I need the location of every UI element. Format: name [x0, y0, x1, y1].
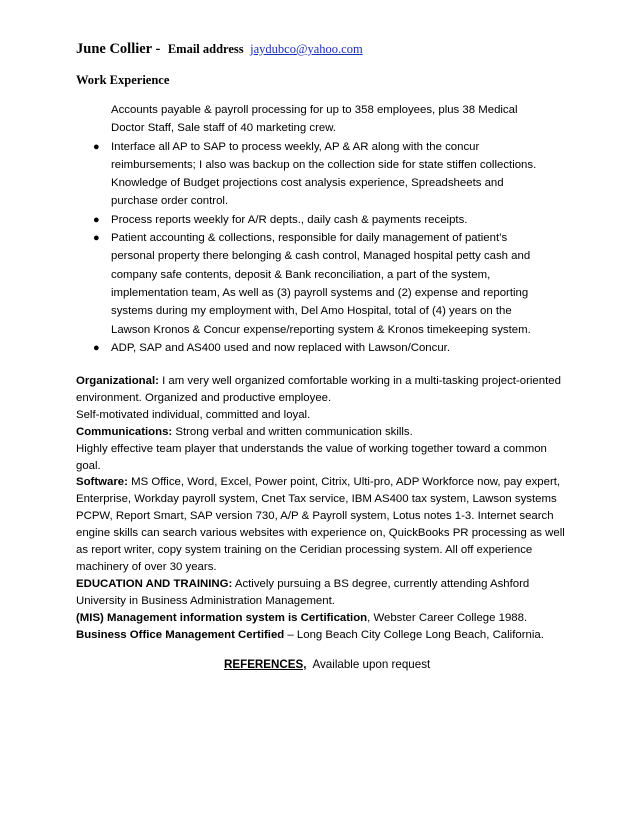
email-link[interactable]: jaydubco@yahoo.com: [250, 42, 363, 56]
software-paragraph: Software: MS Office, Word, Excel, Power point, Citrix, Ulti-pro, ADP Workforce now, pay expert, Enterprise, Workday payroll system, Cnet Tax service, IBM AS400 tax system, Lawson systems PCPW, Report Smart, SAP version 730, A/P & Payroll system, Lotus notes 1-3. Internet search engine skills can search various websites with experience on, QuickBooks PR processing as well as report writer, copy system training on the Ceridian processing system. All off experience machinery of over 30 years.: [76, 476, 565, 573]
references-note: Available upon request: [312, 658, 431, 671]
mis-certification: (MIS) Management information system is Certification, Webster Career College 1988.: [76, 611, 528, 624]
list-item: ● Interface all AP to SAP to process weekly, AP & AR along with the concur reimbursements; I also was backup on the collection side for state stiffen collections. Knowledge of Budget projections cost analysis experience, Spreadsheets and purchase order control.: [111, 138, 551, 211]
work-intro: Accounts payable & payroll processing for up to 358 employees, plus 38 Medical Doctor Staff, Sale staff of 40 marketing crew.: [111, 104, 518, 135]
organizational-paragraph: Organizational: I am very well organized comfortable working in a multi-tasking project-oriented environment. Organized and productive employee.: [76, 375, 561, 404]
work-experience-section: [93, 101, 551, 357]
communications-paragraph: Communications: Strong verbal and written communication skills.: [76, 425, 413, 438]
list-item: ● Process reports weekly for A/R depts., daily cash & payments receipts.: [111, 211, 551, 229]
list-item: ● ADP, SAP and AS400 used and now replaced with Lawson/Concur.: [111, 339, 551, 357]
bullet-icon: ●: [93, 232, 100, 245]
skills-section: [76, 373, 566, 644]
bullet-icon: ●: [93, 213, 100, 226]
email-label: Email address: [167, 42, 244, 56]
business-office-certification: Business Office Management Certified – Long Beach City College Long Beach, California.: [76, 628, 544, 641]
work-experience-heading: Work Experience: [76, 73, 170, 87]
team-player-paragraph: Highly effective team player that understands the value of working together toward a common goal.: [76, 442, 547, 472]
self-motivated-line: Self-motivated individual, committed and loyal.: [76, 408, 311, 421]
bullet-icon: ●: [93, 341, 100, 354]
references-line: [224, 658, 430, 671]
references-heading: REFERENCES,: [224, 658, 307, 671]
bullet-icon: ●: [93, 140, 100, 153]
education-paragraph: EDUCATION AND TRAINING: Actively pursuing a BS degree, currently attending Ashford University in Business Administration Management.: [76, 577, 530, 607]
header: [76, 41, 363, 58]
applicant-name: June Collier -: [76, 41, 161, 57]
list-item: ● Patient accounting & collections, responsible for daily management of patient’s personal property there belonging & cash control, Managed hospital petty cash and company safe contents, deposit & Bank reconciliation, a part of the system, implementation team, As well as (3) payroll systems and (2) expense and reporting systems during my employment with, Del Amo Hospital, total of (4) years on the Lawson Kronos & Concur expense/reporting system & Kronos timekeeping system.: [111, 229, 551, 339]
work-bullet-list: [93, 138, 551, 358]
